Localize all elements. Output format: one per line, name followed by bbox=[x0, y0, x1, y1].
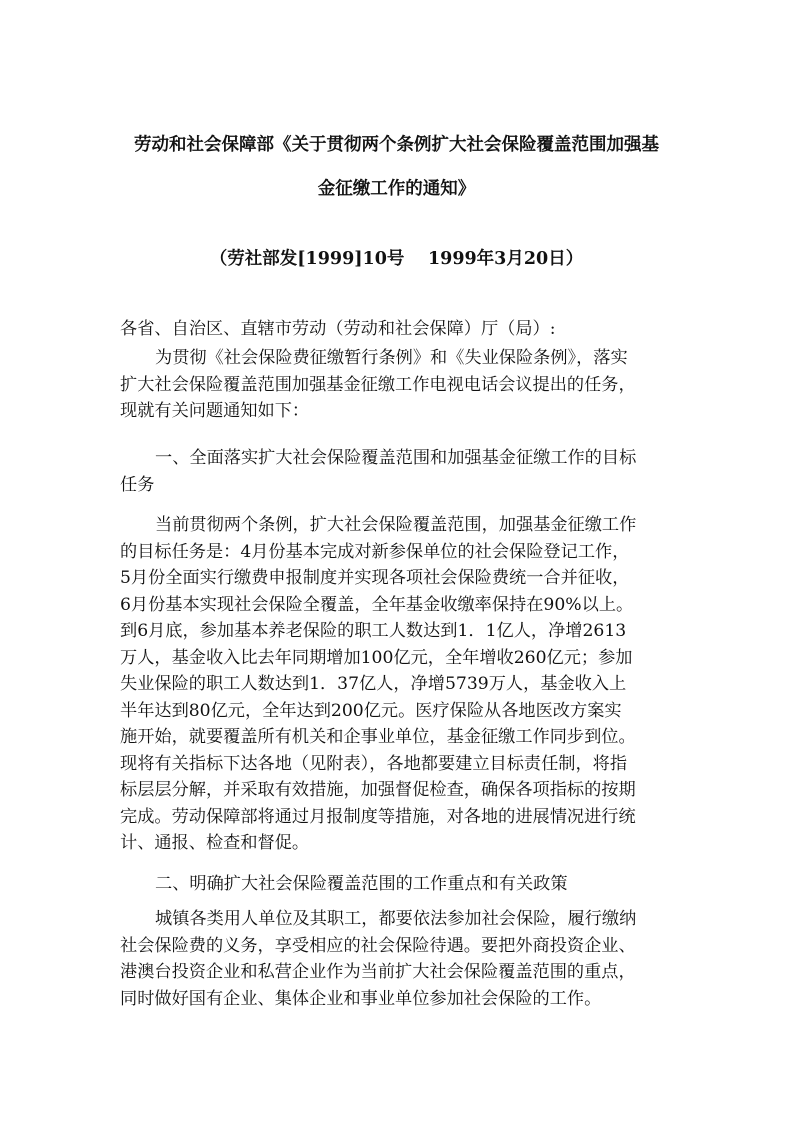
section-heading-1 bbox=[120, 445, 680, 498]
paragraph-line: 万人，基金收入比去年同期增加100亿元，全年增收260亿元；参加 bbox=[120, 647, 633, 668]
paragraph-line: 现就有关问题通知如下： bbox=[120, 401, 310, 421]
paragraph-line: 港澳台投资企业和私营企业作为当前扩大社会保险覆盖范围的重点， bbox=[120, 962, 636, 982]
paragraph-line: 同时做好国有企业、集体企业和事业单位参加社会保险的工作。 bbox=[120, 988, 602, 1009]
heading-line: 一、全面落实扩大社会保险覆盖范围和加强基金征缴工作的目标 bbox=[155, 448, 637, 468]
salutation: 各省、自治区、直辖市劳动（劳动和社会保障）厅（局）: bbox=[120, 319, 556, 339]
paragraph-line: 为贯彻《社会保险费征缴暂行条例》和《失业保险条例》，落实 bbox=[155, 348, 628, 368]
paragraph-line: 6月份基本实现社会保险全覆盖，全年基金收缴率保持在90%以上。 bbox=[120, 594, 634, 615]
paragraph-targets bbox=[120, 512, 680, 857]
heading-line: 二、明确扩大社会保险覆盖范围的工作重点和有关政策 bbox=[155, 874, 568, 894]
paragraph-line: 计、通报、检查和督促。 bbox=[120, 833, 310, 853]
paragraph-line: 到6月底，参加基本养老保险的职工人数达到1．1亿人，净增2613 bbox=[120, 621, 627, 641]
document-number: （劳社部发[1999]10号 1999年3月20日） bbox=[209, 249, 584, 269]
paragraph-line: 当前贯彻两个条例，扩大社会保险覆盖范围，加强基金征缴工作 bbox=[155, 515, 637, 535]
paragraph-intro bbox=[120, 345, 680, 425]
paragraph-line: 完成。劳动保障部将通过月报制度等措施，对各地的进展情况进行统 bbox=[120, 806, 636, 827]
paragraph-line: 扩大社会保险覆盖范围加强基金征缴工作电视电话会议提出的任务， bbox=[120, 374, 636, 395]
section-heading-2 bbox=[120, 871, 680, 898]
paragraph-line: 5月份全面实行缴费申报制度并实现各项社会保险费统一合并征收， bbox=[120, 568, 630, 588]
paragraph-line: 标层层分解，并采取有效措施，加强督促检查，确保各项指标的按期 bbox=[120, 780, 636, 800]
paragraph-scope bbox=[120, 906, 680, 1012]
document-title-line-1: 劳动和社会保障部《关于贯彻两个条例扩大社会保险覆盖范围加强基 bbox=[134, 135, 659, 155]
paragraph-line: 半年达到80亿元，全年达到200亿元。医疗保险从各地医改方案实 bbox=[120, 700, 622, 721]
paragraph-line: 现将有关指标下达各地（见附表），各地都要建立目标责任制，将指 bbox=[120, 753, 628, 774]
paragraph-line: 的目标任务是：4月份基本完成对新参保单位的社会保险登记工作， bbox=[120, 541, 630, 562]
paragraph-line: 失业保险的职工人数达到1．37亿人，净增5739万人，基金收入上 bbox=[120, 674, 627, 694]
paragraph-line: 城镇各类用人单位及其职工，都要依法参加社会保险，履行缴纳 bbox=[155, 909, 637, 929]
paragraph-line: 施开始，就要覆盖所有机关和企事业单位，基金征缴工作同步到位。 bbox=[120, 727, 636, 747]
paragraph-line: 社会保险费的义务，享受相应的社会保险待遇。要把外商投资企业、 bbox=[120, 935, 636, 956]
document-title-line-2: 金征缴工作的通知》 bbox=[317, 179, 476, 199]
heading-line: 任务 bbox=[120, 474, 155, 495]
